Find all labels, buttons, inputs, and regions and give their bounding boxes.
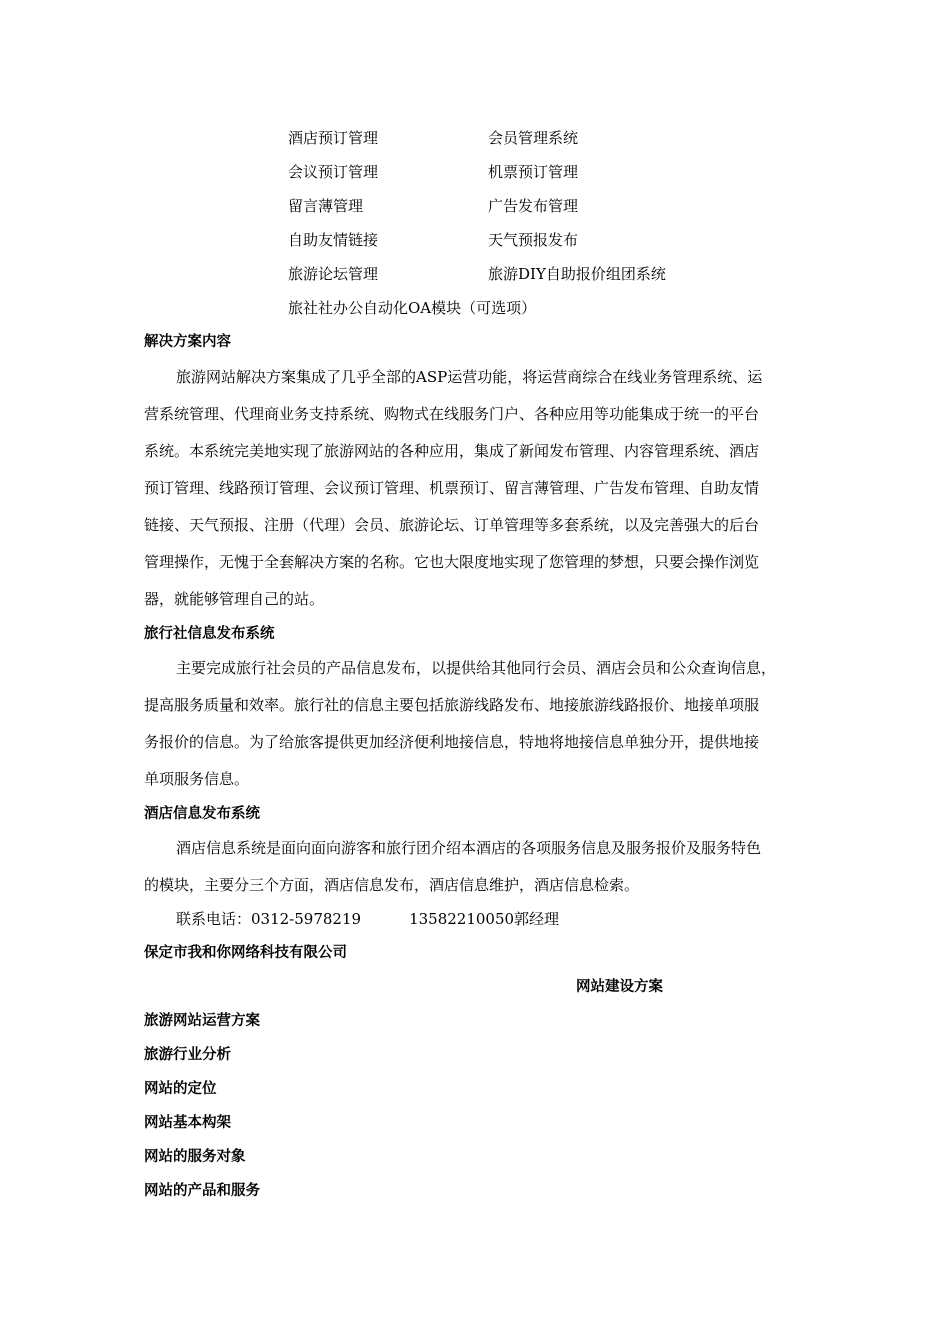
section-heading-solution: 解决方案内容 [144, 334, 231, 350]
module-item: 广告发布管理 [488, 197, 579, 215]
module-item: 留言薄管理 [288, 197, 364, 215]
paragraph-line: 管理操作，无愧于全套解决方案的名称。它也大限度地实现了您管理的梦想，只要会操作浏览 [144, 553, 760, 571]
paragraph-line: 酒店信息系统是面向面向游客和旅行团介绍本酒店的各项服务信息及服务报价及服务特色 [176, 839, 762, 857]
doc-title: 网站建设方案 [576, 979, 663, 995]
toc-item: 网站的服务对象 [144, 1149, 246, 1165]
paragraph-line: 旅游网站解决方案集成了几乎全部的ASP运营功能，将运营商综合在线业务管理系统、运 [176, 368, 763, 386]
module-item: 酒店预订管理 [288, 129, 379, 147]
module-row [288, 162, 768, 196]
paragraph-line: 器，就能够管理自己的站。 [144, 590, 325, 608]
section-heading-travel-agency: 旅行社信息发布系统 [144, 626, 275, 642]
toc-item: 网站的产品和服务 [144, 1183, 260, 1199]
paragraph-line: 主要完成旅行社会员的产品信息发布，以提供给其他同行会员、酒店会员和公众查询信息， [176, 659, 777, 677]
toc-item: 旅游行业分析 [144, 1047, 231, 1063]
module-item: 旅游DIY自助报价组团系统 [488, 265, 666, 283]
paragraph-line: 系统。本系统完美地实现了旅游网站的各种应用，集成了新闻发布管理、内容管理系统、酒店 [144, 442, 760, 460]
module-row [288, 298, 768, 332]
module-item: 会员管理系统 [488, 129, 579, 147]
paragraph-line: 预订管理、线路预订管理、会议预订管理、机票预订、留言薄管理、广告发布管理、自助友情 [144, 479, 760, 497]
toc-item: 网站基本构架 [144, 1115, 231, 1131]
module-row [288, 264, 768, 298]
module-row [288, 196, 768, 230]
module-item: 旅游论坛管理 [288, 265, 379, 283]
paragraph-line: 务报价的信息。为了给旅客提供更加经济便利地接信息，特地将地接信息单独分开，提供地接 [144, 733, 760, 751]
toc-item: 旅游网站运营方案 [144, 1013, 260, 1029]
paragraph-line: 的模块，主要分三个方面，酒店信息发布，酒店信息维护，酒店信息检索。 [144, 876, 640, 894]
module-row [288, 230, 768, 264]
module-row [288, 128, 768, 162]
contact-phone: 联系电话：0312-5978219 [176, 910, 362, 928]
paragraph-line: 单项服务信息。 [144, 770, 250, 788]
module-list [288, 128, 768, 332]
module-item: 自助友情链接 [288, 231, 379, 249]
paragraph-line: 营系统管理、代理商业务支持系统、购物式在线服务门户、各种应用等功能集成于统一的平台 [144, 405, 760, 423]
module-item: 会议预订管理 [288, 163, 379, 181]
section-body-solution [144, 359, 804, 618]
module-item: 天气预报发布 [488, 231, 579, 249]
section-body-hotel [144, 830, 804, 904]
contact-mobile: 13582210050郭经理 [409, 910, 560, 928]
module-item: 旅社社办公自动化OA模块（可选项） [288, 299, 537, 317]
module-item: 机票预订管理 [488, 163, 579, 181]
paragraph-line: 提高服务质量和效率。旅行社的信息主要包括旅游线路发布、地接旅游线路报价、地接单项服 [144, 696, 760, 714]
contact-line [176, 909, 559, 929]
toc-item: 网站的定位 [144, 1081, 217, 1097]
company-name: 保定市我和你网络科技有限公司 [144, 945, 347, 961]
paragraph-line: 链接、天气预报、注册（代理）会员、旅游论坛、订单管理等多套系统，以及完善强大的后台 [144, 516, 760, 534]
section-heading-hotel: 酒店信息发布系统 [144, 806, 260, 822]
section-body-travel-agency [144, 650, 804, 798]
